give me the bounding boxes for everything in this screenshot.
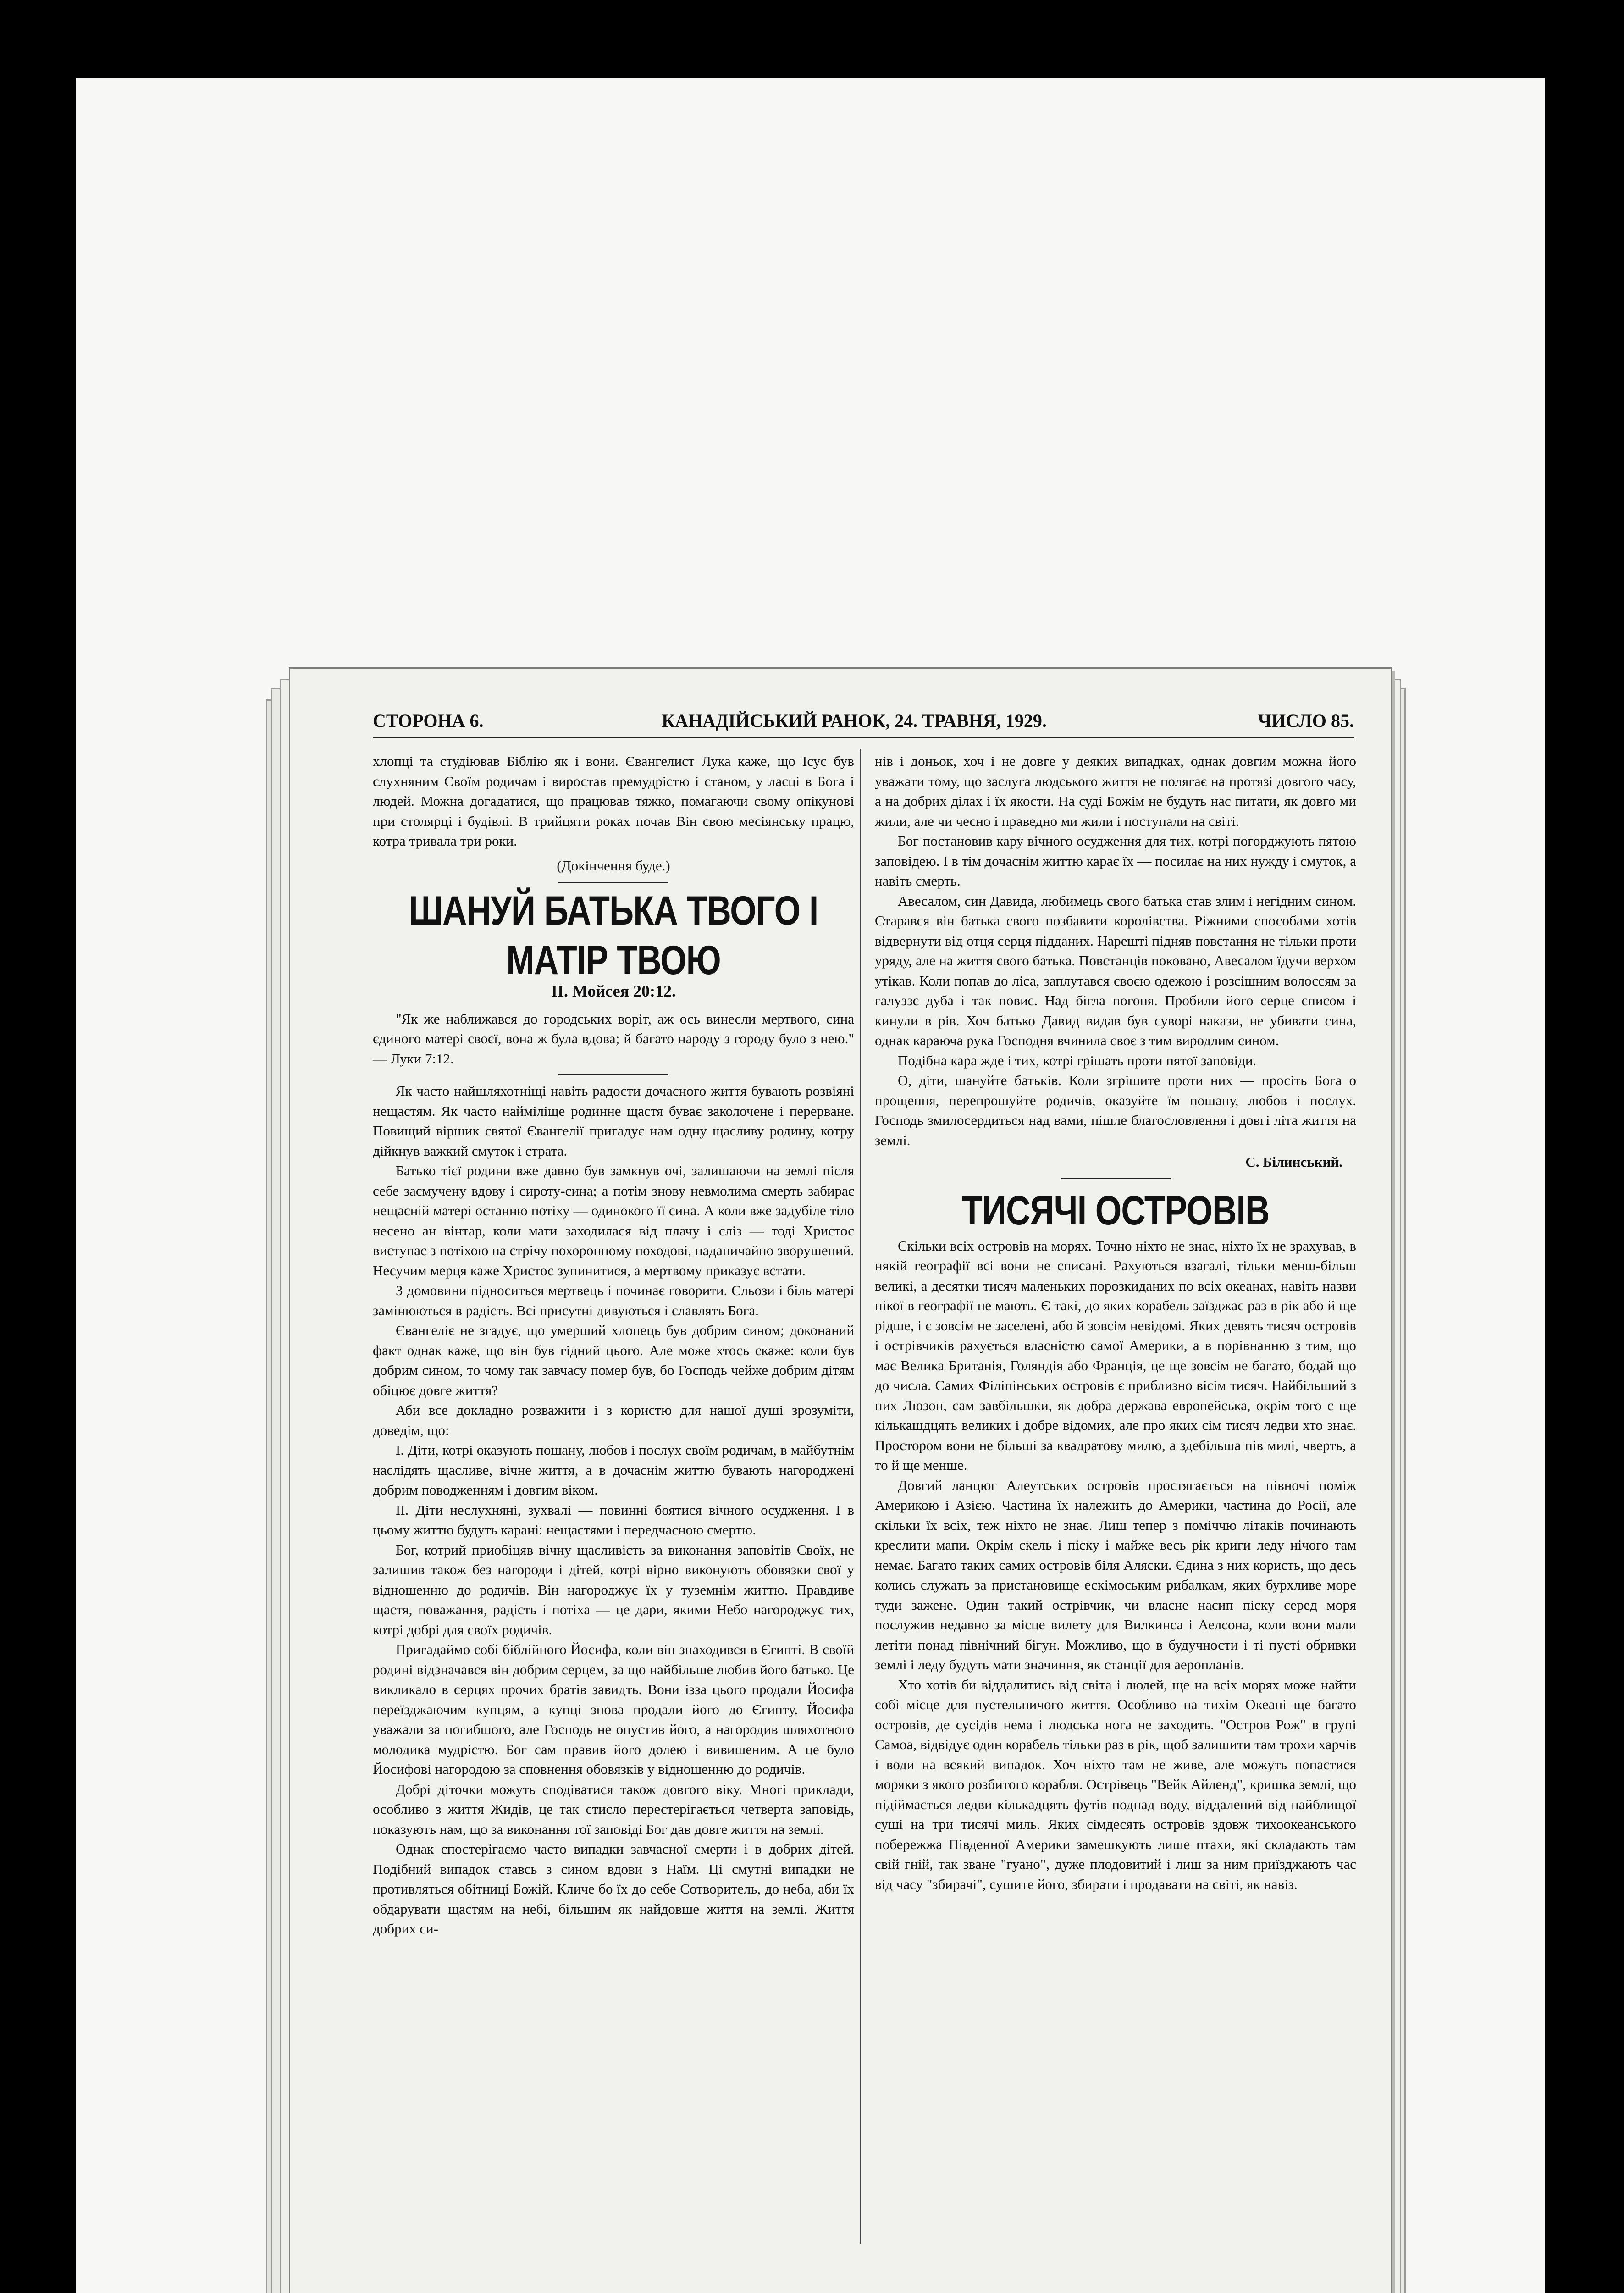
article-title: ТИСЯЧІ ОСТРОВІВ	[961, 1187, 1270, 1233]
paragraph: Добрі діточки можуть сподіватися також довгого віку. Многі приклади, особливо з життя Жидів, це так стисло перестерігається четверта заповідь, показують нам, що за виконання тої заповіді Бог дав довге життя на землі.	[373, 1781, 854, 1837]
paragraph: Авесалом, син Давида, любимець свого батька став злим і негідним сином. Старався він батька свого позбавити королівства. Ріжними способами хотів відвернути від отця серця підданих. Нарешті підняв повстання не тільки проти уряду, але на життя свого батька. Повстанців поковано, Авесалом їдучи верхом утікав. Коли попав до ліса, заплутався своєю одежою і розсішним волоссям за галуззє дуба і так повис. Над біглa погоня. Пробили його серце списом і кинули в рів. Хоч батько Давид видав був суворі накази, не убивати сина, однак караюча рука Господня вчинила своє з тим виродлим сином.	[875, 892, 1356, 1048]
divider-rule	[1061, 1178, 1171, 1179]
paragraph: О, діти, шануйте батьків. Коли згрішите проти них — просіть Бога о прощення, перепрошуйте родичів, оказуйте їм пошану, любов і послух. Господь змилосердиться над вами, пішле благословлення і довгі літа життя на землі.	[875, 1072, 1356, 1148]
issue-number: ЧИСЛО 85.	[1258, 710, 1354, 731]
divider-rule	[558, 1074, 668, 1075]
paragraph: Довгий ланцюг Алеутських островів простягається на півночі поміж Америкою і Азією. Частина їх належить до Америки, частина до Росії, але скільки їх всіх, теж ніхто не знає. Лиш тепер з поміччю літаків починають креслити мапи. Окрім скель і піску і майже весь рік криги леду нічого там немає. Багато таких самих островів біля Аляски. Єдина з них користь, що десь колись служать за пристановище ескімоським рибалкам, яких бурхливе море туди зажене. Один такий острівчик, чи власне насип піску серед моря послужив недавно за місце вилету для Вилкинса і Аелсона, коли вони мали летіти понад північний бігун. Можливо, що в будучности і ті пусті обривки землі і леду будуть мати значиння, як станції для аеропланів.	[875, 1477, 1356, 1673]
paragraph: II. Діти неслухняні, зухвалі — повинні боятися вічного осудження. І в цьому життю будуть карані: нещастями і передчасною смертю.	[373, 1501, 854, 1538]
paragraph: хлопці та студіював Біблію як і вони. Євангелист Лука каже, що Ісус був слухняним Своїм родичам і виростав премудрістю і станом, у ласці в Бога і людей. Можна догадатися, що працював тяжко, помагаючи свому опікунові при столярці і будівлі. В трийцяти роках почав Він свою месіянську працю, котра тривала три роки.	[373, 753, 854, 849]
masthead: КАНАДІЙСЬКИЙ РАНОК, 24. ТРАВНЯ, 1929.	[662, 710, 1047, 731]
paragraph: З домовини підноситься мертвець і починає говорити. Сльози і біль матері замінюються в радість. Всі присутні дивуються і славлять Бога.	[373, 1282, 854, 1318]
paragraph: Хто хотів би віддалитись від світа і людей, ще на всіх морях може найти собі місце для пустельничого життя. Особливо на тихім Океані ще багато островів, де сусідів нема і людська нога не заходить. "Остров Рож" в групі Самоа, відвідує один корабель тільки раз в рік, щоб залишити там трохи харчів і води на всякий випадок. Хоч ніхто там не живе, але можуть попастися моряки з якого розбитого корабля. Острівець "Вейк Айленд", кришка землі, що підіймається ледви кількадцять футів поднад воду, віддалений від найблищої суші на три тисячі миль. Яких сімдесять островів здовж тихоокеанського побережжа Південної Америки замешкують лише птахи, які складають там свій гній, так зване "гуано", дуже плодовитий і лиш за ним приїзджають час від часу "збирачі", сушите його, збирати і продавати на світі, як навіз.	[875, 1676, 1356, 1892]
paragraph: Бог постановив кару вічного осудження для тих, котрі погорджують пятою заповідею. І в тім дочаснім життю карає їх — посилає на них нужду і смуток, а навіть смерть.	[875, 833, 1356, 889]
paragraph: Аби все докладно розважити і з користю для нашої душі зрозуміти, доведім, що:	[373, 1402, 854, 1438]
article-subtitle: II. Мойсея 20:12.	[551, 982, 676, 1000]
paragraph: Батько тієї родини вже давно був замкнув очі, залишаючи на землі після себе засмучену вдову і сироту-сина; а потім знову невмолима смерть забирає нещасній матері останню потіху — одинокого її сина. А коли вже задубіле тіло несено ан вінтар, коли мати заходилася від плачу і сліз — тоді Христос виступає з потіхою на стрічу похоронному походові, наданичайно зворушений. Несучим мерця каже Христос зупинитися, а мертвому приказує встати.	[373, 1163, 854, 1279]
epigraph-quote: "Як же наближався до городських воріт, аж ось винесли мертвого, сина єдиного матері своєї, вона ж була вдова; й багато народу з городу було з нею." — Луки 7:12.	[373, 1010, 854, 1067]
paragraph: Однак спостерігаємо часто випадки завчасної смерти і в добрих дітей. Подібний випадок ставсь з сином вдови з Наїм. Ці смутні випадки не противляться обітниці Божій. Кличе бо їх до себе Сотворитель, до неба, аби їх обдарувати щастям на небі, більшим як найдовше життя на землі. Життя добрих си-	[373, 1841, 854, 1937]
paragraph: Скільки всіх островів на морях. Точно ніхто не знає, ніхто їх не зрахував, в някій географії всі вони не списані. Рахуються взагалі, тільки менш-більш великі, а десятки тисяч маленьких порозкиданих по всіх океанах, навіть назви нікої в географії не мають. Є такі, до яких корабель заїзджає раз в рік або й ще рідше, і є зовсім не заселені, або й зовсім невідомі. Яких девять тисяч островів і острівчиків рахується власністю самої Америки, а в порівнанню з тим, що має Велика Британія, Голяндія або Франція, це ще зовсім не багато, бодай що до числа. Самих Філіпінських островів є приблизно вісім тисяч. Найбільший з них Люзон, сам завбільшки, як добра держава европейська, окрім того є ще кількашдцять великих і добре відомих, але про яких сім тисяч ледви хто знає. Простором вони не більші за квадратову милю, а здебільша пів милі, чверть, а то й ще менше.	[875, 1237, 1356, 1473]
right-column	[875, 751, 1356, 1894]
left-column	[373, 751, 854, 1939]
page-header	[373, 710, 1354, 739]
article-title: ШАНУЙ БАТЬКА ТВОГО І МАТІР ТВОЮ	[409, 887, 818, 983]
paragraph: Євангеліє не згадує, що умерший хлопець був добрим сином; доконаний факт однак каже, що він був гідний цього. Але може хтось скаже: коли був добрим сином, то чому так завчасу помер був, бо Господь чейже добрим дітям обіцює довге життя?	[373, 1322, 854, 1398]
paragraph: I. Діти, котрі оказують пошану, любов і послух своїм родичам, в майбутнім наслідять щасливе, вічне життя, а в дочаснім життю бувають нагороджені добрим поводженням і довгим віком.	[373, 1442, 854, 1498]
author-signature: С. Білинський.	[1245, 1154, 1342, 1170]
paragraph: Як часто найшляхотніщі навіть радости дочасного життя бувають розвіяні нещастям. Як часто найміліще родинне щастя буває заколочене і перерване. Повищий віршик святої Євангелії пригадує нам одну щасливу родину, котру дійкнув важкий смуток і страта.	[373, 1083, 854, 1159]
newspaper-page	[289, 667, 1392, 2293]
paragraph: Пригадаймо собі біблійного Йосифа, коли він знаходився в Єгипті. В своїй родині відзначався він добрим серцем, за що найбільше любив його батько. Це викликало в серцях прочих братів завидть. Вони ізза цього продали Йосифа переїзджаючим купцям, а купці знова продали його до Єгипту. Йосифа уважали за погибшого, але Господь не опустив його, а нагородив шляхотного молодика мудрістю. Бог сам правив його долею і вивишеним. А це було Йосифові нагородою за сповнення обовязків у відношенню до родичів.	[373, 1641, 854, 1777]
column-divider	[860, 749, 861, 2244]
paragraph: Бог, котрий приобіцяв вічну щасливість за виконання заповітів Своїх, не залишив також без нагороди і дітей, котрі вірно виконують обовязки свої у відношенню до родичів. Він нагороджує їх у туземнім життю. Правдиве щастя, поважання, радість і потіха — це дари, якими Небо нагороджує тих, котрі добрі для своїх родичів.	[373, 1541, 854, 1638]
continuation-note: (Докінчення буде.)	[557, 857, 670, 874]
divider-rule	[558, 882, 668, 883]
paragraph: нів і доньок, хоч і не довге у деяких випадках, однак довгим можна його уважати тому, що заслуга людського життя не полягає на протязі довгого часу, а на добрих ділах і їх якости. На суді Божім не будуть нас питати, як довго ми жили, але чи чесно і праведно ми жили і поступали на світі.	[875, 753, 1356, 829]
paragraph: Подібна кара жде і тих, котрі грішать проти пятої заповіди.	[898, 1052, 1257, 1069]
page-number: СТОРОНА 6.	[373, 710, 484, 731]
